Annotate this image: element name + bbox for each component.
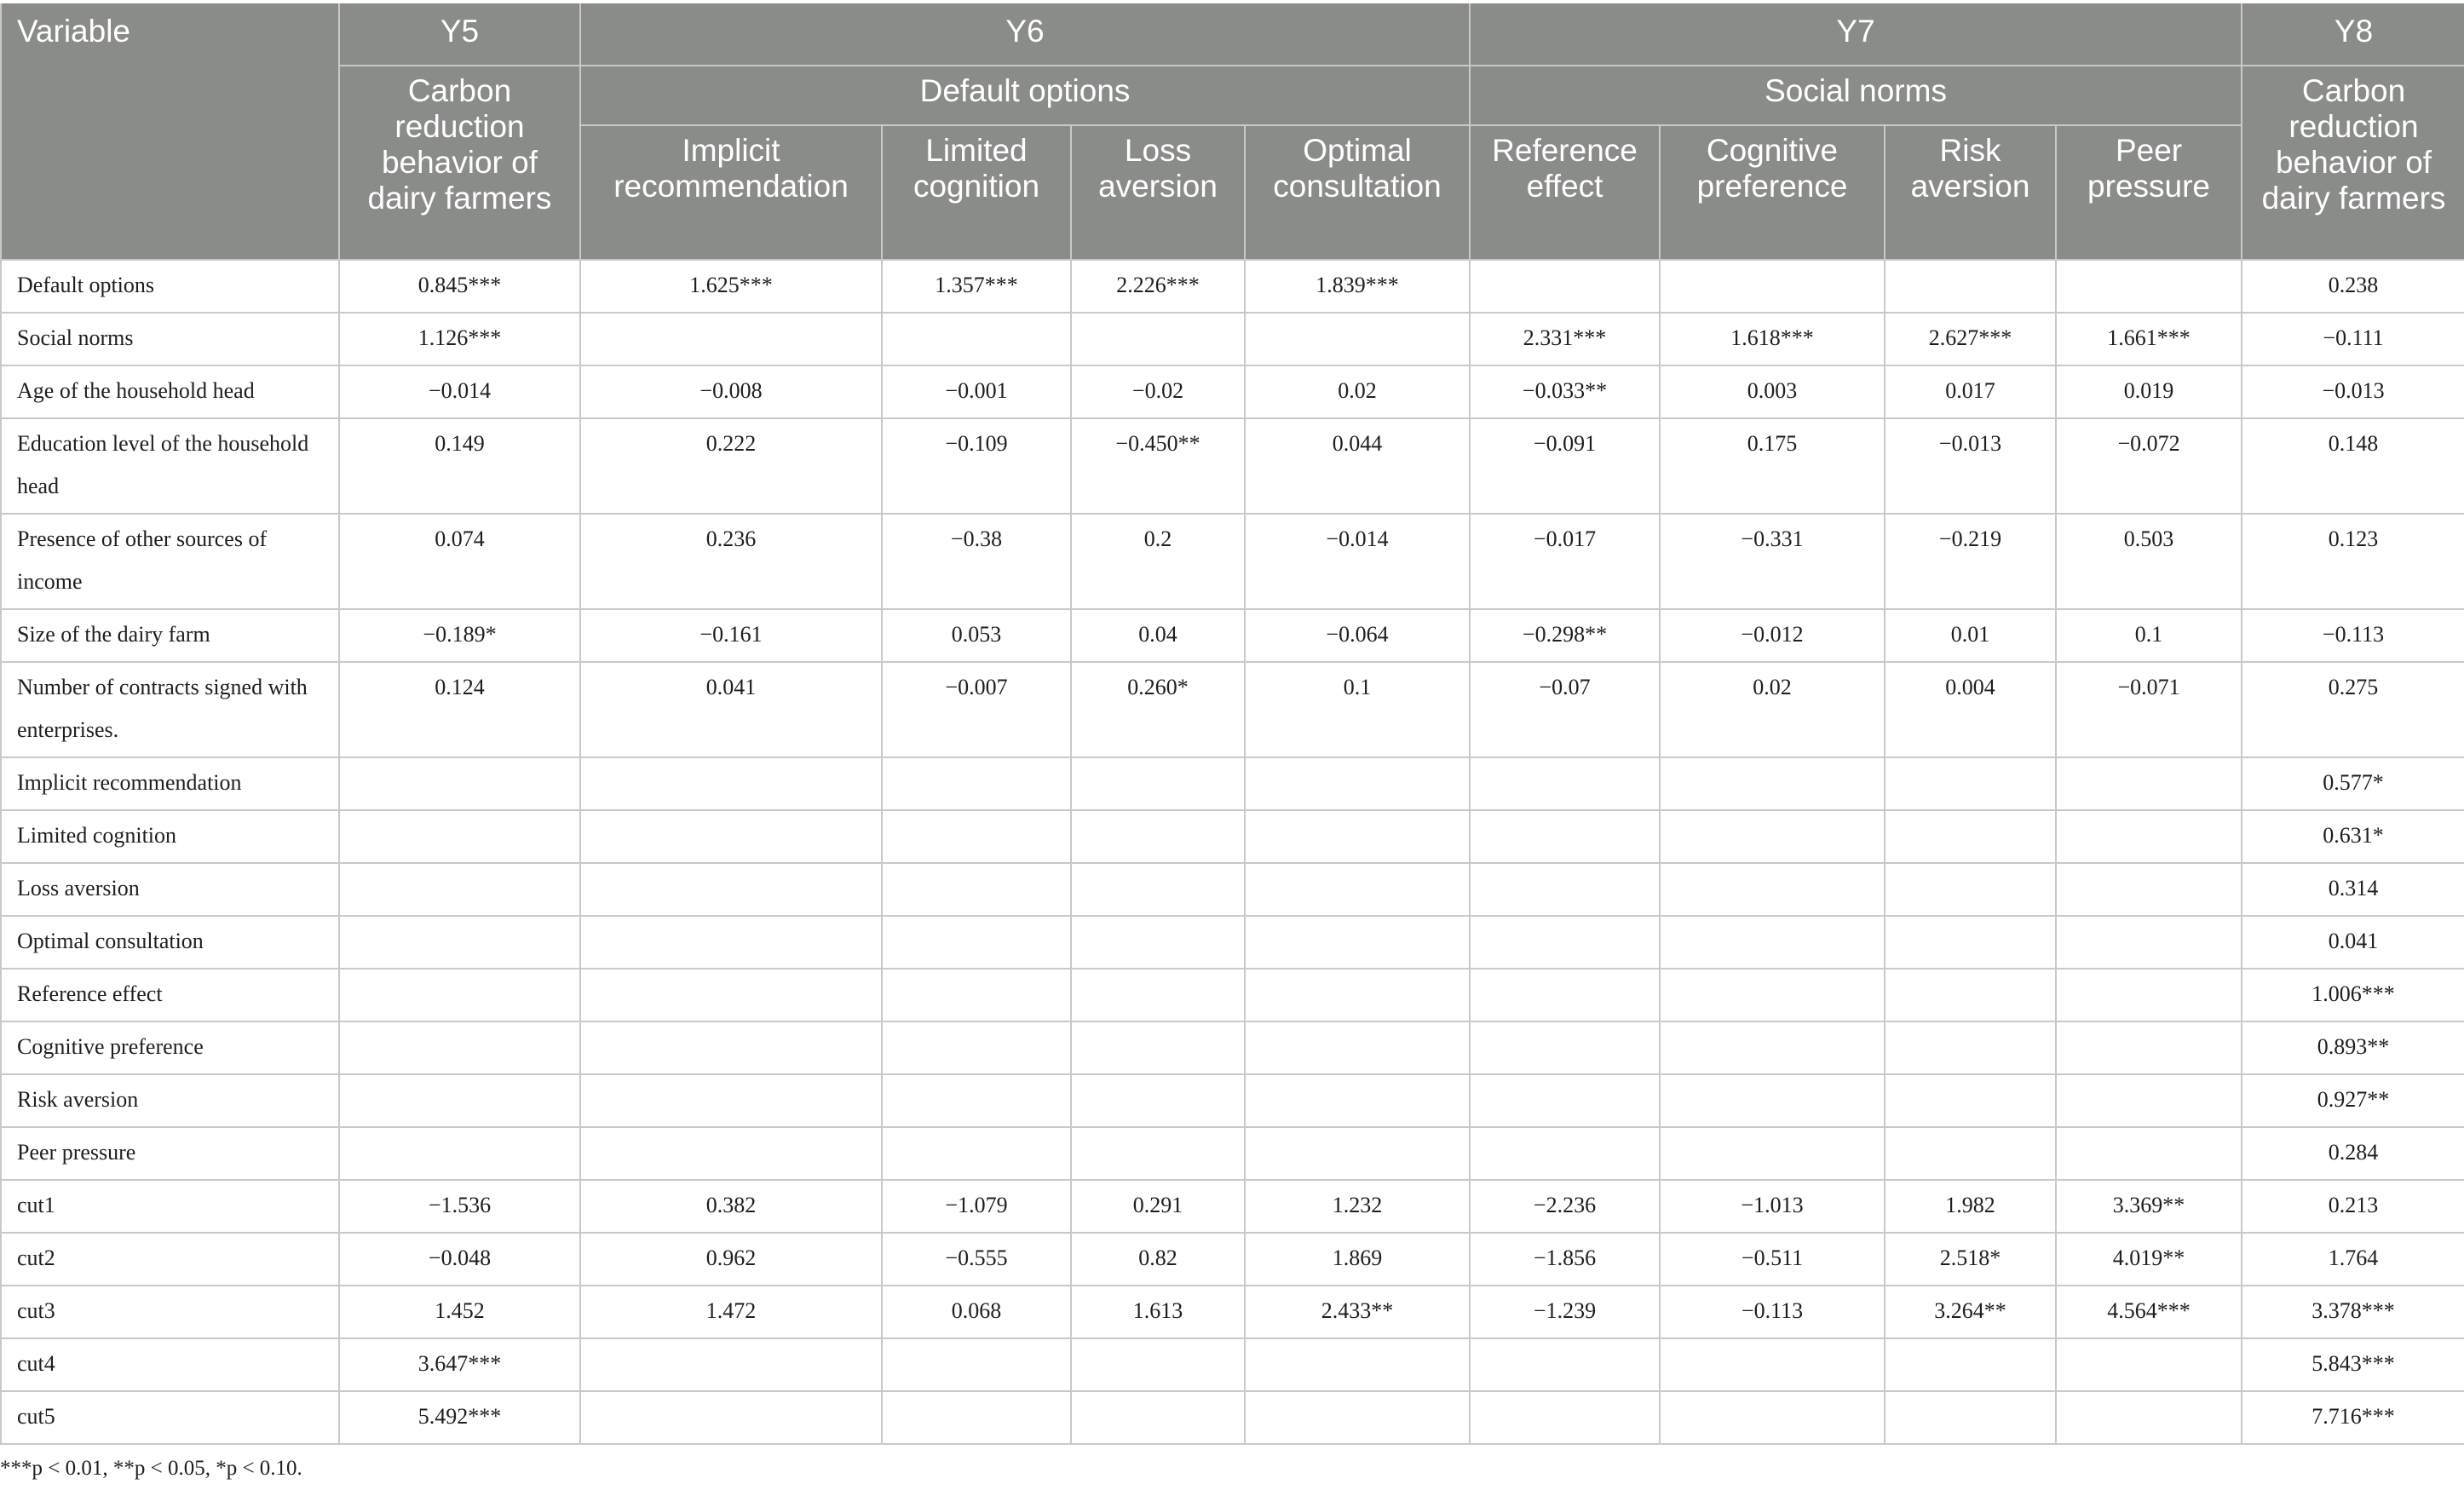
row-label: Default options	[1, 260, 339, 313]
row-label: Age of the household head	[1, 365, 339, 418]
model-header-y6: Y6	[580, 3, 1470, 66]
table-cell	[1071, 916, 1245, 969]
row-label: Optimal consultation	[1, 916, 339, 969]
table-row	[1, 863, 2464, 916]
significance-note: ***p < 0.01, **p < 0.05, *p < 0.10.	[0, 1457, 302, 1480]
table-cell: 2.627***	[1885, 313, 2056, 365]
table-cell	[1071, 1127, 1245, 1180]
table-cell: 0.275	[2242, 662, 2464, 757]
table-cell	[580, 1021, 882, 1074]
row-label: Reference effect	[1, 969, 339, 1021]
table-cell	[2056, 1127, 2242, 1180]
table-cell: −0.071	[2056, 662, 2242, 757]
table-cell	[339, 810, 580, 863]
table-cell	[2056, 969, 2242, 1021]
table-cell	[1245, 969, 1470, 1021]
table-cell: 0.260*	[1071, 662, 1245, 757]
table-cell: 0.962	[580, 1233, 882, 1286]
table-cell: 0.003	[1660, 365, 1885, 418]
table-cell: 1.869	[1245, 1233, 1470, 1286]
variable-header: Variable	[1, 3, 339, 260]
table-cell	[1245, 863, 1470, 916]
table-cell: −0.38	[882, 514, 1071, 609]
table-row	[1, 1074, 2464, 1127]
row-label: cut2	[1, 1233, 339, 1286]
table-cell	[1660, 969, 1885, 1021]
table-cell: 0.041	[2242, 916, 2464, 969]
table-cell	[1245, 1021, 1470, 1074]
table-cell: 2.226***	[1071, 260, 1245, 313]
table-cell	[2056, 863, 2242, 916]
table-cell: 0.074	[339, 514, 580, 609]
table-cell: −0.511	[1660, 1233, 1885, 1286]
table-cell	[1885, 969, 2056, 1021]
group-header-default-options: Default options	[580, 66, 1470, 125]
table-cell: −2.236	[1470, 1180, 1660, 1233]
table-cell: 0.01	[1885, 609, 2056, 662]
table-cell: 3.647***	[339, 1338, 580, 1391]
table-cell	[1470, 1021, 1660, 1074]
table-cell	[1660, 916, 1885, 969]
table-cell: 3.264**	[1885, 1286, 2056, 1338]
table-cell	[1470, 260, 1660, 313]
table-cell	[1071, 969, 1245, 1021]
table-cell	[1885, 1021, 2056, 1074]
table-cell	[1071, 1338, 1245, 1391]
table-cell: 0.291	[1071, 1180, 1245, 1233]
table-cell: 0.213	[2242, 1180, 2464, 1233]
table-cell: −0.008	[580, 365, 882, 418]
table-cell	[580, 1338, 882, 1391]
table-cell: −1.856	[1470, 1233, 1660, 1286]
table-cell: 0.82	[1071, 1233, 1245, 1286]
table-cell	[2056, 810, 2242, 863]
table-cell	[1660, 1391, 1885, 1444]
table-cell: 1.357***	[882, 260, 1071, 313]
table-cell	[882, 1021, 1071, 1074]
table-cell: −0.02	[1071, 365, 1245, 418]
table-cell: 0.017	[1885, 365, 2056, 418]
table-cell	[882, 1074, 1071, 1127]
table-cell	[1245, 757, 1470, 810]
model-header-y8: Y8	[2242, 3, 2464, 66]
table-cell: 0.019	[2056, 365, 2242, 418]
row-label: Implicit recommendation	[1, 757, 339, 810]
table-cell: 0.1	[2056, 609, 2242, 662]
column-header: Optimal consultation	[1245, 125, 1470, 260]
table-cell	[882, 863, 1071, 916]
table-cell	[1660, 1074, 1885, 1127]
table-cell: 0.222	[580, 418, 882, 514]
table-cell	[1245, 1074, 1470, 1127]
table-cell	[1885, 863, 2056, 916]
table-cell: 1.232	[1245, 1180, 1470, 1233]
column-header: Loss aversion	[1071, 125, 1245, 260]
table-cell	[1660, 863, 1885, 916]
column-header: Implicit recommendation	[580, 125, 882, 260]
table-cell	[1071, 313, 1245, 365]
table-cell	[339, 1021, 580, 1074]
table-cell	[1470, 1391, 1660, 1444]
table-cell	[1071, 1074, 1245, 1127]
table-cell: 0.314	[2242, 863, 2464, 916]
column-header: Limited cognition	[882, 125, 1071, 260]
table-cell: 1.613	[1071, 1286, 1245, 1338]
table-cell	[580, 916, 882, 969]
table-cell: 0.02	[1660, 662, 1885, 757]
table-cell: 7.716***	[2242, 1391, 2464, 1444]
row-label: Risk aversion	[1, 1074, 339, 1127]
table-cell	[1660, 260, 1885, 313]
table-cell: 0.927**	[2242, 1074, 2464, 1127]
table-cell: 1.625***	[580, 260, 882, 313]
table-cell: −0.072	[2056, 418, 2242, 514]
table-cell	[882, 916, 1071, 969]
table-row	[1, 609, 2464, 662]
table-cell: −0.064	[1245, 609, 1470, 662]
table-cell	[882, 810, 1071, 863]
table-cell: 1.982	[1885, 1180, 2056, 1233]
table-cell: −0.450**	[1071, 418, 1245, 514]
table-row	[1, 1021, 2464, 1074]
table-cell	[1071, 810, 1245, 863]
row-label: cut3	[1, 1286, 339, 1338]
table-row	[1, 969, 2464, 1021]
table-cell	[1885, 1074, 2056, 1127]
table-row	[1, 313, 2464, 365]
table-row	[1, 260, 2464, 313]
table-cell	[1885, 810, 2056, 863]
table-cell: −1.013	[1660, 1180, 1885, 1233]
table-cell: −0.555	[882, 1233, 1071, 1286]
table-cell: 1.006***	[2242, 969, 2464, 1021]
table-cell: 1.452	[339, 1286, 580, 1338]
table-row	[1, 662, 2464, 757]
table-cell: −0.014	[1245, 514, 1470, 609]
table-cell: 0.004	[1885, 662, 2056, 757]
table-cell	[1245, 1127, 1470, 1180]
table-cell	[1245, 313, 1470, 365]
table-cell	[1470, 1338, 1660, 1391]
table-cell	[1245, 1338, 1470, 1391]
row-label: Number of contracts signed with enterprises.	[1, 662, 339, 757]
table-cell	[1885, 260, 2056, 313]
table-cell	[339, 863, 580, 916]
table-cell	[1470, 1074, 1660, 1127]
table-cell: −0.113	[2242, 609, 2464, 662]
table-cell: −0.111	[2242, 313, 2464, 365]
table-cell	[580, 313, 882, 365]
table-cell: −1.536	[339, 1180, 580, 1233]
table-cell	[580, 1127, 882, 1180]
table-cell: 0.2	[1071, 514, 1245, 609]
table-cell: 3.378***	[2242, 1286, 2464, 1338]
table-cell: 0.123	[2242, 514, 2464, 609]
table-cell	[2056, 916, 2242, 969]
row-label: Social norms	[1, 313, 339, 365]
table-cell: −0.048	[339, 1233, 580, 1286]
table-cell	[2056, 260, 2242, 313]
table-cell	[339, 1074, 580, 1127]
table-row	[1, 810, 2464, 863]
row-label: Size of the dairy farm	[1, 609, 339, 662]
row-label: Presence of other sources of income	[1, 514, 339, 609]
table-cell	[1470, 916, 1660, 969]
table-cell: −0.013	[2242, 365, 2464, 418]
table-cell: 0.175	[1660, 418, 1885, 514]
table-cell	[1470, 863, 1660, 916]
table-cell: −0.161	[580, 609, 882, 662]
table-cell: 0.1	[1245, 662, 1470, 757]
table-cell: −0.07	[1470, 662, 1660, 757]
table-cell	[339, 916, 580, 969]
table-cell: 0.631*	[2242, 810, 2464, 863]
table-cell	[580, 1391, 882, 1444]
table-row	[1, 1180, 2464, 1233]
table-cell	[1071, 1021, 1245, 1074]
row-label: Peer pressure	[1, 1127, 339, 1180]
table-header	[1, 3, 2464, 260]
table-row	[1, 757, 2464, 810]
table-cell: −0.189*	[339, 609, 580, 662]
table-cell: 0.068	[882, 1286, 1071, 1338]
column-header: Reference effect	[1470, 125, 1660, 260]
table-cell	[580, 863, 882, 916]
table-cell: −0.012	[1660, 609, 1885, 662]
table-cell: −0.007	[882, 662, 1071, 757]
group-header-social-norms: Social norms	[1470, 66, 2242, 125]
table-cell	[1660, 757, 1885, 810]
table-cell: −0.033**	[1470, 365, 1660, 418]
table-cell: 0.845***	[339, 260, 580, 313]
row-label: Limited cognition	[1, 810, 339, 863]
row-label: cut1	[1, 1180, 339, 1233]
table-cell: 1.618***	[1660, 313, 1885, 365]
table-cell: 0.577*	[2242, 757, 2464, 810]
table-cell: 0.503	[2056, 514, 2242, 609]
table-row	[1, 418, 2464, 514]
table-cell	[882, 1338, 1071, 1391]
column-header: Risk aversion	[1885, 125, 2056, 260]
table-cell	[1071, 1391, 1245, 1444]
table-cell	[1660, 1338, 1885, 1391]
table-cell	[580, 810, 882, 863]
row-label: Loss aversion	[1, 863, 339, 916]
table-cell: 0.124	[339, 662, 580, 757]
dependent-variable-y8: Carbon reduction behavior of dairy farmers	[2242, 66, 2464, 260]
table-cell	[1245, 810, 1470, 863]
table-cell	[1885, 916, 2056, 969]
table-cell	[1245, 1391, 1470, 1444]
table-cell	[1660, 1127, 1885, 1180]
table-row	[1, 365, 2464, 418]
table-row	[1, 1233, 2464, 1286]
column-header: Cognitive preference	[1660, 125, 1885, 260]
table-cell	[580, 969, 882, 1021]
table-cell	[580, 757, 882, 810]
table-cell: 0.044	[1245, 418, 1470, 514]
table-cell: −0.109	[882, 418, 1071, 514]
row-label: Education level of the household head	[1, 418, 339, 514]
table-cell: −0.091	[1470, 418, 1660, 514]
table-cell	[1470, 757, 1660, 810]
column-header: Peer pressure	[2056, 125, 2242, 260]
table-cell	[1071, 863, 1245, 916]
table-cell: 0.893**	[2242, 1021, 2464, 1074]
table-cell	[2056, 1391, 2242, 1444]
table-cell	[1885, 1127, 2056, 1180]
table-cell	[1885, 1338, 2056, 1391]
table-cell: −0.001	[882, 365, 1071, 418]
table-cell: 2.331***	[1470, 313, 1660, 365]
table-cell: −1.239	[1470, 1286, 1660, 1338]
table-cell: 0.053	[882, 609, 1071, 662]
table-cell: 0.238	[2242, 260, 2464, 313]
table-cell	[882, 757, 1071, 810]
table-cell: −0.113	[1660, 1286, 1885, 1338]
table-cell	[2056, 1074, 2242, 1127]
table-cell: 0.041	[580, 662, 882, 757]
table-row	[1, 1391, 2464, 1444]
table-cell	[882, 313, 1071, 365]
table-cell	[1660, 810, 1885, 863]
table-cell: 4.019**	[2056, 1233, 2242, 1286]
table-cell: −0.014	[339, 365, 580, 418]
table-cell: −0.298**	[1470, 609, 1660, 662]
table-cell: −0.013	[1885, 418, 2056, 514]
table-cell: 1.472	[580, 1286, 882, 1338]
table-cell: 3.369**	[2056, 1180, 2242, 1233]
table-cell: 1.661***	[2056, 313, 2242, 365]
table-row	[1, 1338, 2464, 1391]
table-row	[1, 916, 2464, 969]
table-cell	[1885, 1391, 2056, 1444]
table-cell	[1660, 1021, 1885, 1074]
table-cell: −0.219	[1885, 514, 2056, 609]
table-cell: 0.149	[339, 418, 580, 514]
row-label: cut5	[1, 1391, 339, 1444]
table-cell	[1885, 757, 2056, 810]
table-cell: 0.148	[2242, 418, 2464, 514]
table-cell: 0.04	[1071, 609, 1245, 662]
table-cell: 0.236	[580, 514, 882, 609]
table-cell	[1071, 757, 1245, 810]
dependent-variable-y5: Carbon reduction behavior of dairy farmers	[339, 66, 580, 260]
table-cell	[2056, 757, 2242, 810]
regression-table	[0, 3, 2464, 1445]
table-cell: 2.433**	[1245, 1286, 1470, 1338]
table-cell	[2056, 1021, 2242, 1074]
table-cell	[882, 1127, 1071, 1180]
table-cell	[2056, 1338, 2242, 1391]
table-cell: 1.764	[2242, 1233, 2464, 1286]
table-cell	[1470, 810, 1660, 863]
table-cell	[1245, 916, 1470, 969]
table-cell: −0.331	[1660, 514, 1885, 609]
table-cell: 1.126***	[339, 313, 580, 365]
table-cell: 0.382	[580, 1180, 882, 1233]
table-row	[1, 1127, 2464, 1180]
table-cell: −0.017	[1470, 514, 1660, 609]
table-cell	[580, 1074, 882, 1127]
table-cell	[1470, 969, 1660, 1021]
table-cell: 2.518*	[1885, 1233, 2056, 1286]
table-cell	[882, 969, 1071, 1021]
table-cell	[339, 1127, 580, 1180]
table-cell	[339, 757, 580, 810]
table-row	[1, 514, 2464, 609]
table-body	[1, 260, 2464, 1444]
table-row	[1, 1286, 2464, 1338]
table-cell: 5.843***	[2242, 1338, 2464, 1391]
table-cell	[882, 1391, 1071, 1444]
table-cell: 0.284	[2242, 1127, 2464, 1180]
model-header-y7: Y7	[1470, 3, 2242, 66]
table-cell: 5.492***	[339, 1391, 580, 1444]
table-cell: 0.02	[1245, 365, 1470, 418]
table-cell: 1.839***	[1245, 260, 1470, 313]
model-header-y5: Y5	[339, 3, 580, 66]
table-cell: −1.079	[882, 1180, 1071, 1233]
row-label: Cognitive preference	[1, 1021, 339, 1074]
table-cell	[339, 969, 580, 1021]
row-label: cut4	[1, 1338, 339, 1391]
table-cell	[1470, 1127, 1660, 1180]
table-cell: 4.564***	[2056, 1286, 2242, 1338]
